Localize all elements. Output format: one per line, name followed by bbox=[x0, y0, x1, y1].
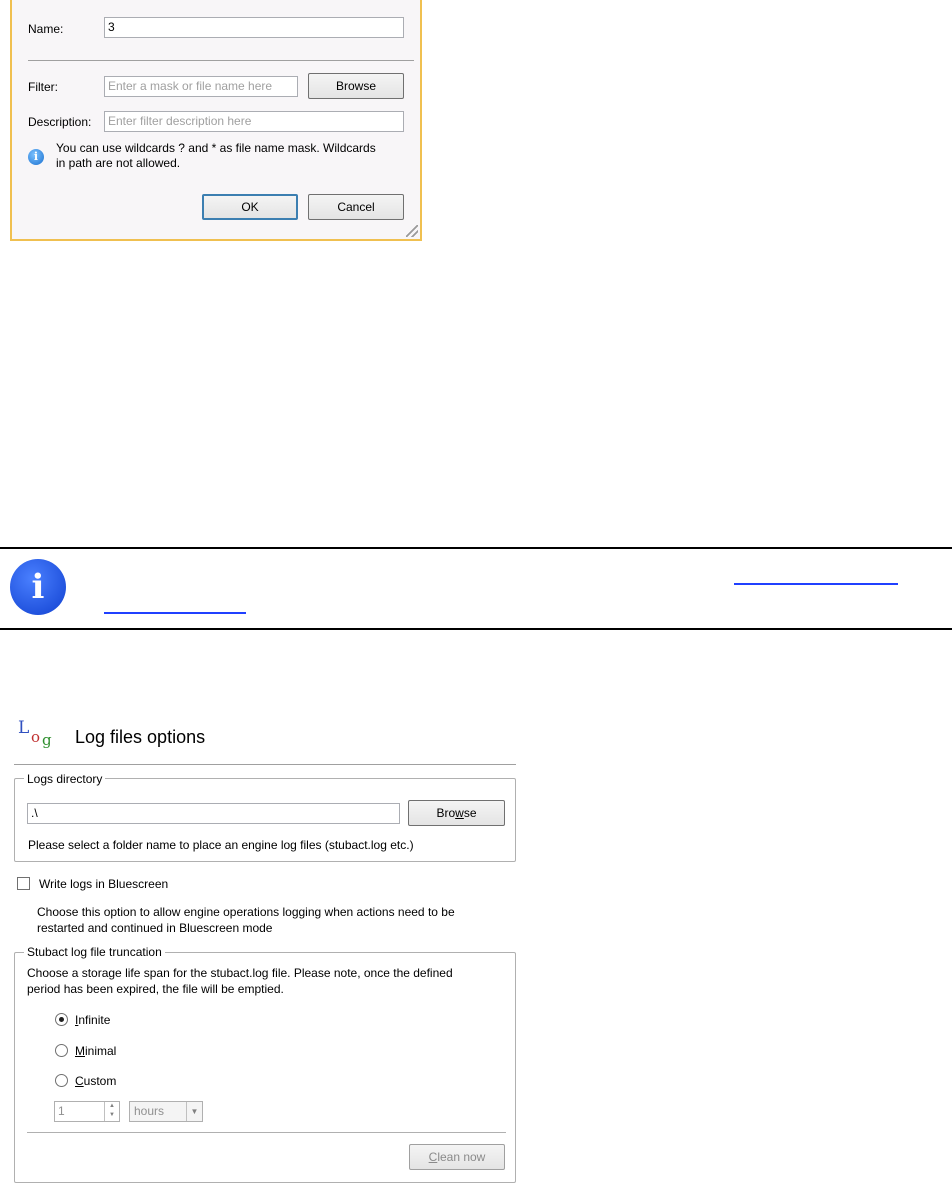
button-label: Bro bbox=[436, 806, 456, 820]
chevron-down-icon[interactable]: ▼ bbox=[186, 1102, 202, 1121]
button-mnemonic: C bbox=[428, 1150, 438, 1164]
logo-letter: o bbox=[31, 728, 41, 746]
logs-directory-hint: Please select a folder name to place an engine log files (stubact.log etc.) bbox=[28, 838, 414, 852]
logs-browse-button[interactable] bbox=[408, 800, 505, 826]
radio-infinite-label[interactable] bbox=[75, 1012, 110, 1028]
mnemonic: I bbox=[75, 1013, 79, 1027]
title-divider bbox=[14, 764, 516, 765]
banner-link-line-1[interactable] bbox=[734, 583, 898, 585]
filter-dialog bbox=[10, 0, 422, 241]
write-logs-bluescreen-label[interactable]: Write logs in Bluescreen bbox=[39, 877, 169, 891]
resize-grip[interactable] bbox=[406, 225, 418, 237]
separator bbox=[28, 60, 414, 61]
write-logs-bluescreen-checkbox[interactable] bbox=[17, 877, 30, 890]
banner-top-rule bbox=[0, 547, 952, 549]
select-value: hours bbox=[134, 1104, 165, 1118]
filter-label: Filter: bbox=[28, 80, 58, 94]
stepper-value: 1 bbox=[58, 1104, 65, 1118]
radio-minimal[interactable] bbox=[55, 1044, 68, 1057]
name-label: Name: bbox=[28, 22, 64, 36]
description-line: Choose this option to allow engine operations logging when actions need to be bbox=[37, 905, 455, 919]
description-input[interactable]: Enter filter description here bbox=[104, 111, 404, 132]
button-label: lean now bbox=[437, 1150, 486, 1164]
duration-unit-select[interactable] bbox=[129, 1101, 203, 1122]
description-label: Description: bbox=[28, 115, 92, 129]
radio-infinite[interactable] bbox=[55, 1013, 68, 1026]
info-icon: i bbox=[28, 149, 44, 165]
radio-custom-label[interactable] bbox=[75, 1073, 116, 1089]
group-divider bbox=[27, 1132, 506, 1133]
label-text: nfinite bbox=[78, 1013, 111, 1027]
group-title: Logs directory bbox=[24, 772, 105, 786]
page-title: Log files options bbox=[75, 727, 206, 747]
truncation-description bbox=[27, 965, 453, 997]
banner-link-line-2[interactable] bbox=[104, 612, 246, 614]
info-text bbox=[56, 141, 406, 171]
custom-duration-stepper[interactable] bbox=[54, 1101, 120, 1122]
info-icon: i bbox=[10, 559, 66, 615]
button-mnemonic: w bbox=[455, 806, 464, 820]
clean-now-button[interactable] bbox=[409, 1144, 505, 1170]
button-label: se bbox=[463, 806, 477, 820]
cancel-button[interactable]: Cancel bbox=[308, 194, 404, 220]
logo-letter: L bbox=[18, 718, 30, 738]
radio-minimal-label[interactable] bbox=[75, 1043, 116, 1059]
group-title: Stubact log file truncation bbox=[24, 945, 165, 959]
banner-bottom-rule bbox=[0, 628, 952, 630]
stepper-arrows-icon[interactable]: ▲ ▼ bbox=[104, 1102, 119, 1121]
logo-letter: g bbox=[42, 731, 52, 749]
description-line: restarted and continued in Bluescreen mode bbox=[37, 921, 273, 935]
info-text-line: in path are not allowed. bbox=[56, 156, 181, 170]
description-line: Choose a storage life span for the stubact.log file. Please note, once the defined bbox=[27, 966, 453, 980]
label-text: ustom bbox=[83, 1074, 117, 1088]
ok-button[interactable]: OK bbox=[202, 194, 298, 220]
name-input[interactable]: 3 bbox=[104, 17, 404, 38]
mnemonic: M bbox=[75, 1044, 85, 1058]
mnemonic: C bbox=[75, 1074, 84, 1088]
bluescreen-description bbox=[37, 904, 455, 936]
log-logo-icon bbox=[18, 718, 58, 754]
filter-input[interactable]: Enter a mask or file name here bbox=[104, 76, 298, 97]
browse-button[interactable]: Browse bbox=[308, 73, 404, 99]
radio-custom[interactable] bbox=[55, 1074, 68, 1087]
info-text-line: You can use wildcards ? and * as file name mask. Wildcards bbox=[56, 141, 376, 155]
logs-directory-input[interactable]: .\ bbox=[27, 803, 400, 824]
label-text: inimal bbox=[85, 1044, 117, 1058]
description-line: period has been expired, the file will be emptied. bbox=[27, 982, 284, 996]
